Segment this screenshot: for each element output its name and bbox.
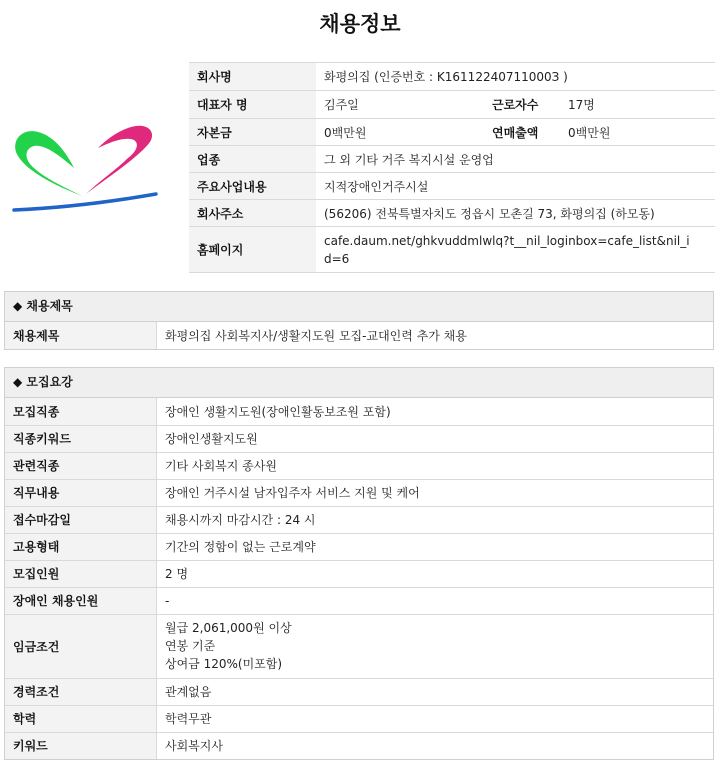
req-value: 사회복지사 <box>165 739 223 754</box>
homepage-line-1: cafe.daum.net/ghkvuddmlwlq?t__nil_loginbox=cafe_list&nil_i <box>324 233 690 248</box>
heart-logo <box>10 118 158 214</box>
req-label: 학력 <box>5 705 157 732</box>
wage-line: 상여금 120%(미포함) <box>165 657 283 671</box>
homepage-link[interactable] <box>316 227 715 273</box>
job-title-value: 화평의집 사회복지사/생활지도원 모집-교대인력 추가 채용 <box>165 329 467 343</box>
req-label: 접수마감일 <box>5 506 157 533</box>
job-title-section <box>4 291 714 350</box>
req-value: 기타 사회복지 종사원 <box>157 452 714 479</box>
page-title: 채용정보 <box>319 12 401 36</box>
req-label: 직종키워드 <box>5 425 157 452</box>
wage-line: 연봉 기준 <box>165 639 216 653</box>
wage-line: 월급 2,061,000원 이상 <box>165 621 292 635</box>
requirements-section <box>4 367 714 760</box>
address-value: (56206) 전북특별자치도 정읍시 모촌길 73, 화평의집 (하모동) <box>316 200 715 227</box>
capital-label: 자본금 <box>189 119 316 146</box>
req-label: 모집직종 <box>5 398 157 425</box>
wage-label: 임금조건 <box>5 614 157 678</box>
job-title-header: ◆ 채용제목 <box>5 292 713 322</box>
req-label: 관련직종 <box>5 452 157 479</box>
req-label: 모집인원 <box>5 560 157 587</box>
business-value: 지적장애인거주시설 <box>316 173 715 200</box>
req-value: - <box>157 587 714 614</box>
job-title-label: 채용제목 <box>5 322 157 349</box>
industry-value: 그 외 기타 거주 복지시설 운영업 <box>316 146 715 173</box>
company-name-label: 회사명 <box>189 63 316 91</box>
requirements-header: ◆ 모집요강 <box>5 368 713 398</box>
address-label: 회사주소 <box>189 200 316 227</box>
req-value: 학력무관 <box>157 705 714 732</box>
workers-value: 17명 <box>560 91 715 119</box>
req-value: 2 명 <box>157 560 714 587</box>
req-label: 키워드 <box>5 732 157 759</box>
company-name-value: 화평의집 (인증번호 : K16112240711000З ) <box>316 63 715 91</box>
req-value: 관계없음 <box>157 678 714 705</box>
req-label: 장애인 채용인원 <box>5 587 157 614</box>
req-label: 고용형태 <box>5 533 157 560</box>
ceo-value: 김주일 <box>316 91 484 119</box>
workers-label: 근로자수 <box>484 91 560 119</box>
company-info-table <box>189 62 715 273</box>
business-label: 주요사업내용 <box>189 173 316 200</box>
req-value: 기간의 정함이 없는 근로계약 <box>157 533 714 560</box>
capital-value: 0백만원 <box>316 119 484 146</box>
req-label: 직무내용 <box>5 479 157 506</box>
homepage-label: 홈페이지 <box>189 227 316 273</box>
req-value: 장애인 생활지도원(장애인활동보조원 포함) <box>157 398 714 425</box>
sales-value: 0백만원 <box>560 119 715 146</box>
industry-label: 업종 <box>189 146 316 173</box>
req-value: 채용시까지 마감시간 : 24 시 <box>157 506 714 533</box>
sales-label: 연매출액 <box>484 119 560 146</box>
req-label: 경력조건 <box>5 678 157 705</box>
req-value: 장애인생활지도원 <box>157 425 714 452</box>
req-value: 장애인 거주시설 남자입주자 서비스 지원 및 케어 <box>157 479 714 506</box>
ceo-label: 대표자 명 <box>189 91 316 119</box>
wage-value <box>157 614 714 678</box>
homepage-line-2: d=6 <box>324 251 350 266</box>
